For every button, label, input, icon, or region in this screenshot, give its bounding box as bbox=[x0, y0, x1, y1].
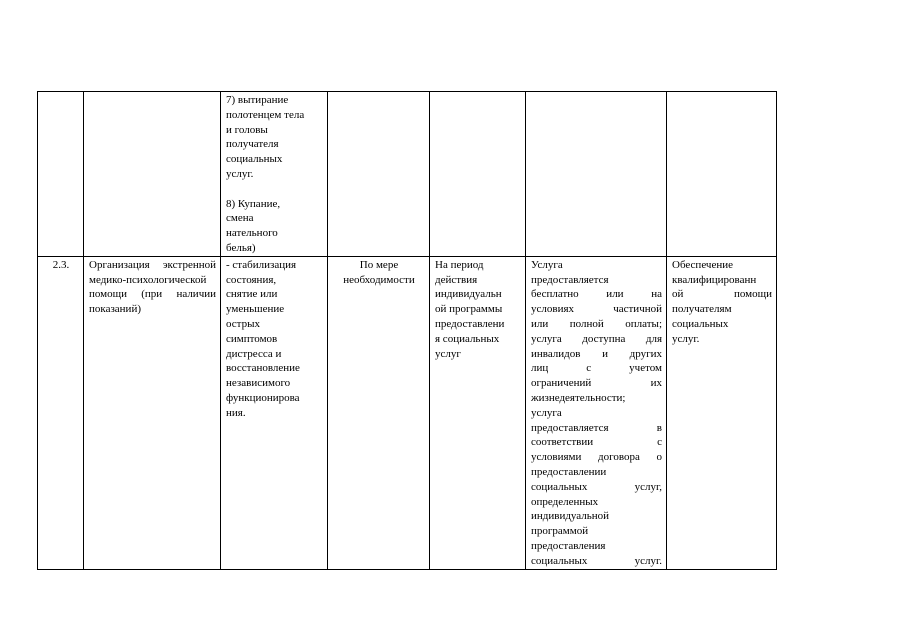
cell-number bbox=[38, 92, 84, 257]
cell-number: 2.3. bbox=[38, 256, 84, 569]
cell-service-content: - стабилизация состояния, снятие или уменьшение острых симптомов дистресса и восстановление независимого функционирова ния. bbox=[221, 256, 328, 569]
cell-result: Обеспечение квалифицированн ой помощи получателям социальных услуг. bbox=[667, 256, 777, 569]
cell-result bbox=[667, 92, 777, 257]
cell-conditions: Услуга предоставляется бесплатно или на условиях частичной или полной оплаты; услуга доступна для инвалидов и других лиц с учетом ограничений их жизнедеятельности; услуга предоставляется в соответствии с условиями договора о предоставлении социальных услуг, определенных индивидуальной программой предоставления социальных услуг. bbox=[526, 256, 667, 569]
cell-frequency bbox=[328, 92, 430, 257]
cell-service-content: 7) вытирание полотенцем тела и головы получателя социальных услуг. 8) Купание, смена нательного белья) bbox=[221, 92, 328, 257]
table-row bbox=[38, 92, 777, 257]
cell-term bbox=[430, 92, 526, 257]
services-table bbox=[37, 91, 777, 570]
cell-conditions bbox=[526, 92, 667, 257]
table-row bbox=[38, 256, 777, 569]
cell-frequency: По мере необходимости bbox=[328, 256, 430, 569]
cell-service-name: Организация экстренной медико-психологической помощи (при наличии показаний) bbox=[84, 256, 221, 569]
cell-service-name bbox=[84, 92, 221, 257]
cell-term: На период действия индивидуальн ой программы предоставлени я социальных услуг bbox=[430, 256, 526, 569]
